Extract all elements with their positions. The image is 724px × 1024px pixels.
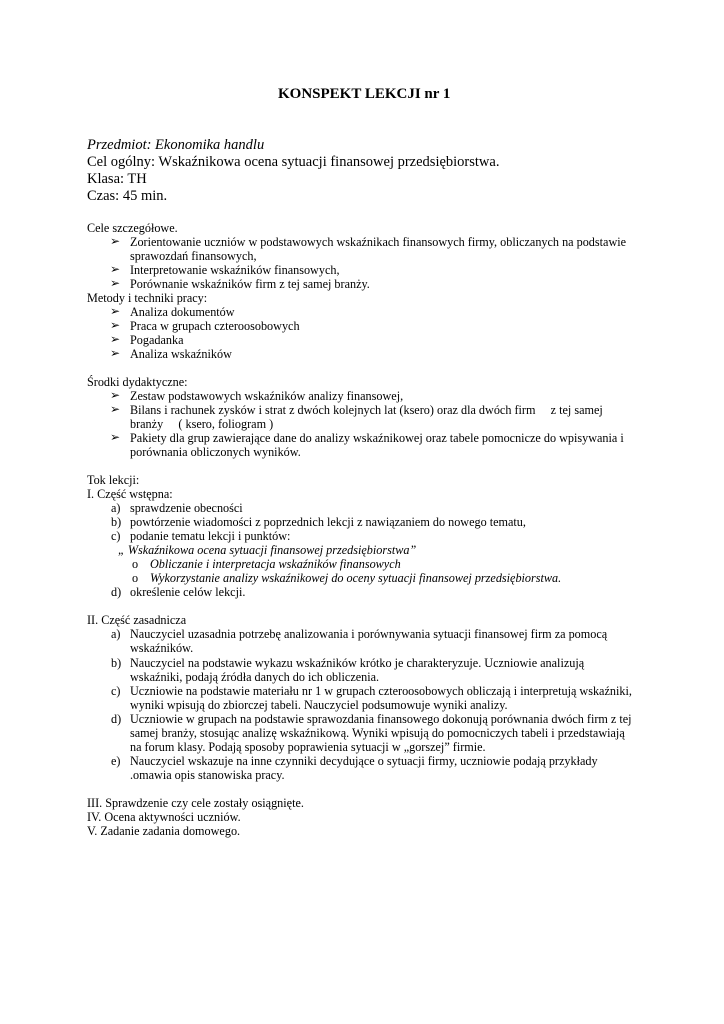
list-marker: b) [111, 515, 122, 529]
list-marker: a) [111, 627, 121, 641]
methods-heading: Metody i techniki pracy: [87, 291, 208, 305]
part1-heading: I. Część wstępna: [87, 487, 173, 501]
topic-subpoint: Wykorzystanie analizy wskaźnikowej do oceny sytuacji finansowej przedsiębiorstwa. [150, 571, 562, 585]
part2-item-e-line: Nauczyciel wskazuje na inne czynniki decydujące o sytuacji firmy, uczniowie podają przykłady [130, 754, 598, 768]
list-marker: c) [111, 684, 121, 698]
part2-item-d-line: Uczniowie w grupach na podstawie sprawozdania finansowego dokonują porównania dwóch firm z tej [130, 712, 632, 726]
list-marker: c) [111, 529, 121, 543]
bullet-icon: ➢ [110, 276, 121, 290]
topic-subpoint: Obliczanie i interpretacja wskaźników finansowych [150, 557, 401, 571]
bullet-icon: ➢ [110, 318, 121, 332]
bullet-icon: ➢ [110, 332, 121, 346]
part2-item-d-line: samej branży, stosując analizę wskaźnikową. Wyniki wpisują do pomocniczych tabeli i przedstawiają [130, 726, 625, 740]
list-marker: b) [111, 656, 122, 670]
goal-item-1-line-2: sprawozdań finansowych, [130, 249, 257, 263]
sub-marker: o [132, 557, 139, 571]
part1-item: sprawdzenie obecności [130, 501, 243, 515]
time-line: Czas: 45 min. [87, 188, 168, 204]
list-marker: e) [111, 754, 121, 768]
part2-item-e-line: .omawia opis stanowiska pracy. [130, 768, 285, 782]
part2-item-b-line: wskaźniki, podają źródła danych do ich obliczenia. [130, 670, 380, 684]
method-item: Analiza wskaźników [130, 347, 232, 361]
method-item: Analiza dokumentów [130, 305, 235, 319]
closing-item: IV. Ocena aktywności uczniów. [87, 810, 241, 824]
part2-item-b-line: Nauczyciel na podstawie wykazu wskaźników krótko je charakteryzuje. Uczniowie analizują [130, 656, 585, 670]
part2-item-a-line: Nauczyciel uzasadnia potrzebę analizowania i porównywania sytuacji finansowej firm za pomocą [130, 627, 608, 641]
bullet-icon: ➢ [110, 304, 121, 318]
method-item: Praca w grupach czteroosobowych [130, 319, 300, 333]
goal-item-1-line-1: Zorientowanie uczniów w podstawowych wskaźnikach finansowych firmy, obliczanych na podstawie [130, 235, 627, 249]
part1-item: podanie tematu lekcji i punktów: [130, 529, 291, 543]
part2-item-a-line: wskaźników. [130, 641, 194, 655]
goal-line: Cel ogólny: Wskaźnikowa ocena sytuacji finansowej przedsiębiorstwa. [87, 154, 500, 170]
method-item: Pogadanka [130, 333, 184, 347]
aid-item-3-line-2: porównania obliczonych wyników. [130, 445, 301, 459]
list-marker: a) [111, 501, 121, 515]
part2-item-c-line: Uczniowie na podstawie materiału nr 1 w grupach czteroosobowych obliczają i interpretują wskaźniki, [130, 684, 632, 698]
goals-heading: Cele szczegółowe. [87, 221, 178, 235]
part2-item-d-line: na forum klasy. Podają sposoby poprawienia sytuacji w „gorszej” firmie. [130, 740, 486, 754]
aid-item-2-line-1: Bilans i rachunek zysków i strat z dwóch kolejnych lat (ksero) oraz dla dwóch firm z tej samej [130, 403, 603, 417]
document-title: KONSPEKT LEKCJI nr 1 [278, 86, 451, 102]
aid-item-3-line-1: Pakiety dla grup zawierające dane do analizy wskaźnikowej oraz tabele pomocnicze do wpisywania i [130, 431, 624, 445]
bullet-icon: ➢ [110, 262, 121, 276]
part2-item-c-line: wyniki wpisują do zbiorczej tabeli. Nauczyciel podsumowuje wyniki analizy. [130, 698, 508, 712]
bullet-icon: ➢ [110, 346, 121, 360]
part1-item: powtórzenie wiadomości z poprzednich lekcji z nawiązaniem do nowego tematu, [130, 515, 526, 529]
closing-item: V. Zadanie zadania domowego. [87, 824, 241, 838]
subject-line: Przedmiot: Ekonomika handlu [87, 137, 265, 153]
part2-heading: II. Część zasadnicza [87, 613, 187, 627]
list-marker: d) [111, 712, 122, 726]
bullet-icon: ➢ [110, 430, 121, 444]
aid-item-1: Zestaw podstawowych wskaźników analizy finansowej, [130, 389, 404, 403]
closing-item: III. Sprawdzenie czy cele zostały osiągnięte. [87, 796, 304, 810]
bullet-icon: ➢ [110, 234, 121, 248]
class-line: Klasa: TH [87, 171, 147, 187]
list-marker: d) [111, 585, 122, 599]
goal-item-3: Porównanie wskaźników firm z tej samej branży. [130, 277, 370, 291]
goal-item-2: Interpretowanie wskaźników finansowych, [130, 263, 340, 277]
bullet-icon: ➢ [110, 388, 121, 402]
sub-marker: o [132, 571, 139, 585]
course-heading: Tok lekcji: [87, 473, 140, 487]
part1-item: określenie celów lekcji. [130, 585, 246, 599]
aid-item-2-line-2: branży ( ksero, foliogram ) [130, 417, 274, 431]
lesson-topic: „ Wskaźnikowa ocena sytuacji finansowej przedsiębiorstwa” [118, 543, 417, 557]
aids-heading: Środki dydaktyczne: [87, 375, 188, 389]
bullet-icon: ➢ [110, 402, 121, 416]
